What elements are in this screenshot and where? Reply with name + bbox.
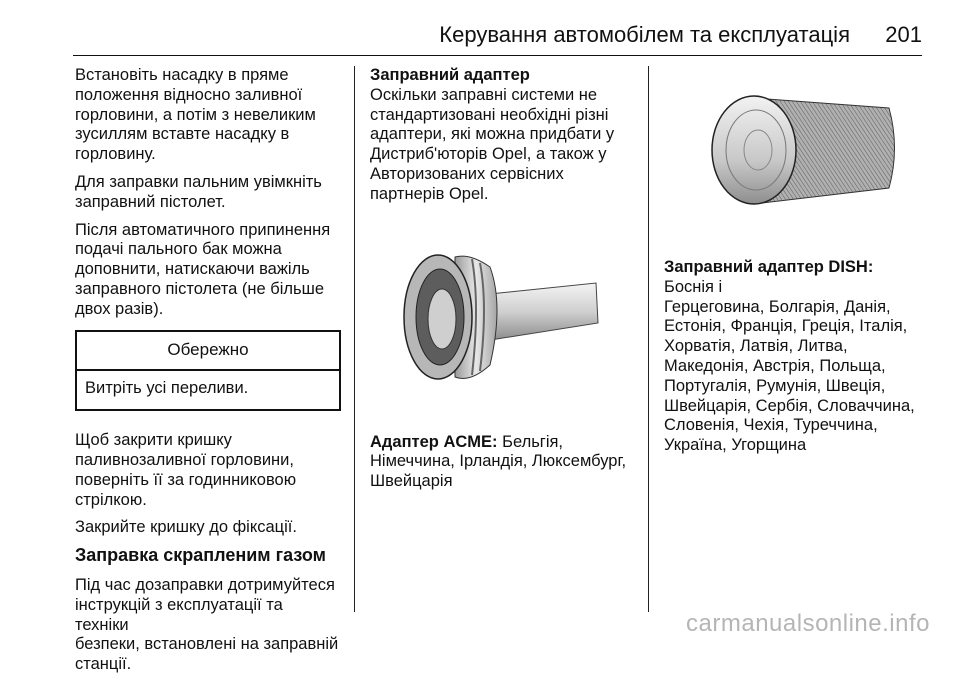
caution-title: Обережно [77, 332, 339, 372]
acme-adapter-illustration [400, 245, 600, 395]
acme-adapter-label: Адаптер ACME: [370, 432, 498, 451]
paragraph-start-fuel: Для заправки пальним увімкніть заправний пістолет. [75, 172, 322, 211]
header-rule [73, 55, 922, 56]
acme-adapter-countries: Бельгія, Німеччина, Ірландія, Люксембург, Швейцарія [370, 432, 627, 491]
acme-adapter-caption [370, 433, 635, 492]
dish-adapter-label: Заправний адаптер DISH: [664, 258, 874, 276]
page-header [0, 0, 960, 58]
dish-adapter-countries: Боснія і Герцеговина, Болгарія, Данія, Естонія, Франція, Греція, Італія, Хорватія, Латвія, Литва, Македонія, Австрія, Польща, Португалія, Румунія, Швеція, Швейцарія, Сербія, Словаччина, Словенія, Чехія, Туреччина, Україна, Угорщина [664, 277, 915, 455]
paragraph-adapters: Оскільки заправні системи не стандартизовані необхідні різні адаптери, які можна придбати у Дистриб'юторів Opel, а також у Авторизованих сервісних партнерів Opel. [370, 85, 615, 203]
column-left [75, 66, 340, 683]
paragraph-lock-cap: Закрийте кришку до фіксації. [75, 518, 297, 537]
column-divider-left [354, 66, 355, 612]
paragraph-top-up: Після автоматичного припинення подачі пального бак можна доповнити, натискаючи важіль заправного пістолета (не більше двох разів). [75, 220, 331, 318]
paragraph-lpg-safety: Під час дозаправки дотримуйтеся інструкцій з експлуатації та техніки безпеки, встановлені на заправній станції. [75, 575, 339, 674]
paragraph-nozzle: Встановіть насадку в пряме положення відносно заливної горловини, а потім з невеликим зусиллям вставте насадку в горловину. [75, 66, 316, 164]
dish-adapter-caption [664, 258, 924, 456]
column-divider-right [648, 66, 649, 612]
column-right [664, 66, 924, 464]
caution-text: Витріть усі переливи. [85, 379, 249, 398]
paragraph-close-cap: Щоб закрити кришку паливнозаливної горловини, поверніть її за годинниковою стрілкою. [75, 431, 297, 509]
heading-adapter: Заправний адаптер [370, 66, 530, 84]
section-title: Керування автомобілем та експлуатація [439, 22, 850, 47]
column-middle [370, 66, 635, 500]
caution-box [75, 330, 341, 412]
heading-lpg: Заправка скрапленим газом [75, 545, 326, 566]
page-number: 201 [885, 22, 922, 47]
dish-adapter-illustration [694, 68, 904, 218]
watermark: carmanualsonline.info [686, 610, 930, 637]
